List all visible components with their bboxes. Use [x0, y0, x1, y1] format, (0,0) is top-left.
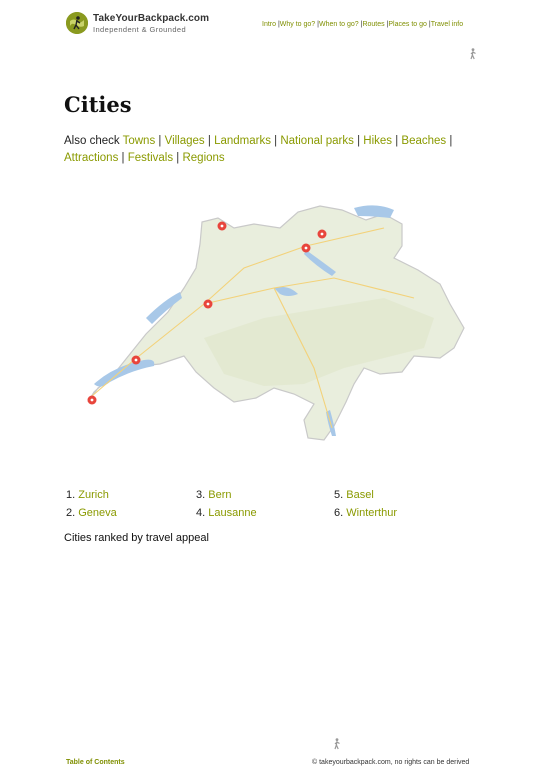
table-of-contents-link[interactable]: Table of Contents [66, 759, 125, 766]
top-navigation: Intro |Why to go? |When to go? |Routes |Places to go |Travel info [262, 21, 464, 28]
ranking-note: Cities ranked by travel appeal [64, 532, 209, 544]
list-number: 6. [334, 507, 344, 519]
list-item [66, 489, 109, 501]
copyright-notice: © takeyourbackpack.com, no rights can be derived [312, 759, 470, 766]
link-towns[interactable]: Towns [122, 135, 156, 147]
brand-tagline: Independent & Grounded [93, 25, 187, 34]
brand-name[interactable]: TakeYourBackpack.com [93, 13, 210, 24]
hiker-icon [468, 48, 478, 60]
link-villages[interactable]: Villages [164, 135, 205, 147]
site-logo[interactable] [66, 12, 88, 34]
list-number: 4. [196, 507, 206, 519]
nav-places-to-go[interactable]: Places to go [388, 21, 427, 28]
nav-when-to-go[interactable]: When to go? [318, 21, 359, 28]
city-link-basel[interactable]: Basel [346, 489, 374, 501]
link-regions[interactable]: Regions [182, 151, 225, 164]
link-beaches[interactable]: Beaches [401, 135, 447, 147]
marker-geneva[interactable] [88, 396, 97, 405]
link-national-parks[interactable]: National parks [280, 135, 354, 147]
list-item [334, 507, 397, 519]
list-number: 5. [334, 489, 344, 501]
marker-lausanne[interactable] [132, 356, 141, 365]
link-festivals[interactable]: Festivals [127, 151, 174, 164]
list-item [334, 489, 374, 501]
marker-winterthur[interactable] [318, 230, 327, 239]
marker-zurich[interactable] [302, 244, 311, 253]
link-attractions[interactable]: Attractions [64, 151, 119, 164]
list-item [196, 489, 232, 501]
nav-routes[interactable]: Routes [362, 21, 385, 28]
link-landmarks[interactable]: Landmarks [214, 135, 271, 147]
list-number: 3. [196, 489, 206, 501]
switzerland-map[interactable] [84, 188, 470, 448]
city-link-bern[interactable]: Bern [208, 489, 232, 501]
city-link-lausanne[interactable]: Lausanne [208, 507, 257, 519]
lake-constance [354, 205, 394, 218]
hiker-icon [332, 738, 342, 750]
nav-travel-info[interactable]: Travel info [430, 21, 464, 28]
marker-bern[interactable] [204, 300, 213, 309]
city-link-zurich[interactable]: Zurich [78, 489, 109, 501]
globe-hiker-icon [66, 12, 88, 34]
page-title: Cities [64, 92, 132, 117]
also-check-label: Also check [64, 135, 120, 147]
list-number: 2. [66, 507, 76, 519]
nav-intro[interactable]: Intro [262, 21, 277, 28]
marker-basel[interactable] [218, 222, 227, 231]
link-hikes[interactable]: Hikes [363, 135, 393, 147]
list-item [196, 507, 257, 519]
page-header [0, 0, 550, 46]
list-number: 1. [66, 489, 76, 501]
city-link-winterthur[interactable]: Winterthur [346, 507, 397, 519]
nav-why-to-go[interactable]: Why to go? [279, 21, 316, 28]
city-link-geneva[interactable]: Geneva [78, 507, 117, 519]
list-item [66, 507, 117, 519]
also-check-links: Also check Towns | Villages | Landmarks | National parks | Hikes | Beaches | Attractions | Festivals | Regions [64, 135, 453, 164]
